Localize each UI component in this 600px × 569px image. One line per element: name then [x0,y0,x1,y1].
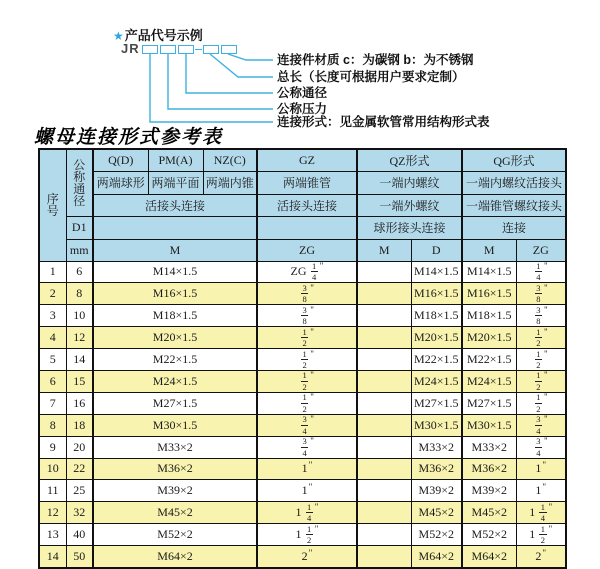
qg-zg-cell: 1 $\frac{1}{4}$ " [516,502,566,524]
m-thread-cell: M30×1.5 [93,414,257,436]
seq-cell: 12 [39,502,66,524]
header-code-pm: PM(A) [148,149,203,171]
qz-d-cell: M33×2 [411,436,462,458]
qg-m-cell: M36×2 [462,458,516,480]
fraction: $\frac{3}{4}$ [536,436,541,458]
table-row [39,392,566,414]
qg-zg-cell [516,414,566,436]
seq-cell: 5 [39,349,66,371]
inch-mark: " [308,482,313,493]
inch-mark: " [310,370,314,381]
inch-mark: " [314,501,319,512]
m-thread-cell: M22×1.5 [93,349,257,371]
qg-m-cell: M14×1.5 [462,261,516,283]
seq-cell: 14 [39,546,66,568]
table-row [39,414,566,436]
qz-d-cell: M18×1.5 [411,305,462,327]
seq-cell: 4 [39,327,66,349]
inch-mark: " [310,414,314,425]
gz-zg-cell: ZG $\frac{1}{4}$ " [257,261,357,283]
header-code-gz: GZ [257,149,357,171]
qg-zg-cell [516,349,566,371]
dn-cell: 50 [66,546,93,568]
qg-m-cell: M16×1.5 [462,283,516,305]
header-code-qz: QZ形式 [357,149,462,171]
table-row [39,327,566,349]
m-thread-cell: M52×2 [93,524,257,546]
gz-zg-cell [257,414,357,436]
inch-mark: " [544,370,548,381]
fraction: $\frac{3}{4}$ [302,414,307,436]
fraction: $\frac{1}{4}$ [536,261,541,283]
qg-m-cell: M33×2 [462,436,516,458]
header-desc-qg3: 连接 [462,216,566,239]
m-thread-cell: M24×1.5 [93,370,257,392]
inch-mark: " [542,460,547,471]
qg-zg-cell [516,305,566,327]
inch-mark: " [548,501,553,512]
qg-zg-cell [516,392,566,414]
fraction: $\frac{1}{2}$ [536,392,541,414]
header-desc-q: 两端球形 [93,171,148,194]
inch-mark: " [544,261,548,271]
header-union-conn: 活接头连接 [93,194,257,216]
header-code-nz: NZ(C) [203,149,257,171]
seq-cell: 7 [39,392,66,414]
header-d1: D1 [66,216,93,239]
dn-cell: 15 [66,370,93,392]
qg-m-cell: M27×1.5 [462,392,516,414]
m-thread-cell: M39×2 [93,480,257,502]
dn-cell: 12 [66,327,93,349]
fraction: $\frac{3}{8}$ [302,304,307,327]
qz-m-cell [357,480,411,502]
qz-d-cell: M24×1.5 [411,370,462,392]
inch-mark: " [319,261,324,271]
qg-m-cell: M30×1.5 [462,414,516,436]
header-desc-qg2: 一端锥管螺纹接头 [462,194,566,216]
diagram-label-pressure: 公称压力 [277,102,328,116]
fraction: $\frac{1}{2}$ [302,326,307,349]
m-thread-cell: M18×1.5 [93,305,257,327]
table-row [39,502,566,524]
qz-m-cell [357,261,411,283]
gz-zg-cell: 2" [257,546,357,568]
dn-cell: 20 [66,436,93,458]
header-desc-gz: 两端锥管 [257,171,357,194]
header-unit-m2: M [357,239,411,261]
inch-mark: " [544,282,548,293]
fraction: $\frac{1}{4}$ [307,501,312,524]
qz-d-cell: M36×2 [411,458,462,480]
header-desc-pm: 两端平面 [148,171,203,194]
gz-zg-cell [257,370,357,392]
seq-cell: 6 [39,370,66,392]
gz-zg-cell [257,392,357,414]
inch-mark: " [544,392,548,403]
gz-zg-cell: 1 $\frac{1}{4}$ " [257,502,357,524]
qg-m-cell: M22×1.5 [462,349,516,371]
qz-d-cell: M39×2 [411,480,462,502]
table-row [39,436,566,458]
qz-d-cell: M16×1.5 [411,283,462,305]
dn-cell: 40 [66,524,93,546]
reference-table-wrap [38,148,567,569]
fraction: $\frac{1}{4}$ [312,261,317,283]
dn-cell: 25 [66,480,93,502]
fraction: $\frac{3}{8}$ [536,304,541,327]
header-unit-zg1: ZG [257,239,357,261]
qg-zg-cell [516,283,566,305]
gz-zg-cell [257,349,357,371]
qg-zg-cell: 1 $\frac{1}{2}$ " [516,524,566,546]
seq-cell: 8 [39,414,66,436]
header-unit-d: D [411,239,462,261]
seq-cell: 13 [39,524,66,546]
m-thread-cell: M20×1.5 [93,327,257,349]
dn-cell: 32 [66,502,93,524]
m-thread-cell: M33×2 [93,436,257,458]
qg-zg-cell: 1" [516,458,566,480]
diagram-label-diameter: 公称通径 [277,86,328,100]
qz-d-cell: M45×2 [411,502,462,524]
qg-zg-cell [516,327,566,349]
fraction: $\frac{1}{2}$ [536,326,541,349]
table-title: 螺母连接形式参考表 [34,127,224,148]
header-desc-qg1: 一端内螺纹活接头 [462,171,566,194]
fraction: $\frac{1}{2}$ [536,370,541,392]
table-body [39,261,566,568]
table-head [39,149,566,261]
diagram-heading-text: 产品代号示例 [124,28,203,43]
header-unit-zg3: ZG [516,239,566,261]
table-row [39,261,566,283]
product-code-prefix: JR [121,41,140,56]
m-thread-cell: M14×1.5 [93,261,257,283]
gz-zg-cell [257,283,357,305]
header-unit-m1: M [93,239,257,261]
qg-m-cell: M20×1.5 [462,327,516,349]
fraction: $\frac{1}{2}$ [302,392,307,414]
header-mm: mm [66,239,93,261]
qg-m-cell: M18×1.5 [462,305,516,327]
inch-mark: " [544,414,548,425]
header-gz-conn: 活接头连接 [257,194,357,216]
m-thread-cell: M36×2 [93,458,257,480]
qz-m-cell [357,414,411,436]
inch-mark: " [542,482,547,493]
qz-m-cell [357,283,411,305]
inch-mark: " [314,523,319,534]
qz-m-cell [357,349,411,371]
fraction: $\frac{3}{8}$ [302,282,307,305]
inch-mark: " [310,348,314,359]
qg-m-cell: M45×2 [462,502,516,524]
table-row [39,480,566,502]
inch-mark: " [310,304,314,315]
table-row [39,283,566,305]
seq-cell: 11 [39,480,66,502]
inch-mark: " [542,548,547,559]
dn-cell: 16 [66,392,93,414]
seq-cell: 1 [39,261,66,283]
qz-d-cell: M20×1.5 [411,327,462,349]
qg-zg-cell [516,370,566,392]
qz-m-cell [357,305,411,327]
qg-m-cell: M52×2 [462,524,516,546]
dn-cell: 22 [66,458,93,480]
diagram-label-material: 连接件材质 c：为碳钢 b：为不锈钢 [277,53,474,67]
qz-d-cell: M27×1.5 [411,392,462,414]
header-desc-qz1: 一端内螺纹 [357,171,462,194]
header-code-q: Q(D) [93,149,148,171]
table-row [39,546,566,568]
gz-zg-cell [257,327,357,349]
qg-zg-cell [516,436,566,458]
fraction: $\frac{1}{2}$ [540,523,546,546]
inch-mark: " [310,282,314,293]
m-thread-cell: M45×2 [93,502,257,524]
fraction: $\frac{1}{2}$ [302,370,307,392]
header-code-qg: QG形式 [462,149,566,171]
table-row [39,349,566,371]
dn-cell: 8 [66,283,93,305]
dn-cell: 18 [66,414,93,436]
table-row [39,458,566,480]
fraction: $\frac{1}{2}$ [307,523,312,546]
fraction: $\frac{3}{8}$ [536,282,541,305]
qz-m-cell [357,370,411,392]
qz-m-cell [357,327,411,349]
inch-mark: " [310,392,314,403]
m-thread-cell: M64×2 [93,546,257,568]
m-thread-cell: M16×1.5 [93,283,257,305]
header-seq: 序 号 [39,149,66,261]
dn-cell: 10 [66,305,93,327]
seq-cell: 2 [39,283,66,305]
inch-mark: " [308,548,313,559]
gz-zg-cell: 1 $\frac{1}{2}$ " [257,524,357,546]
inch-mark: " [548,523,553,534]
qz-m-cell [357,436,411,458]
header-desc-qz2: 一端外螺纹 [357,194,462,216]
gz-zg-cell [257,436,357,458]
inch-mark: " [310,436,314,447]
qz-d-cell: M52×2 [411,524,462,546]
qg-m-cell: M64×2 [462,546,516,568]
qg-zg-cell: 2" [516,546,566,568]
m-thread-cell: M27×1.5 [93,392,257,414]
gz-zg-cell [257,305,357,327]
table-row [39,305,566,327]
fraction: $\frac{1}{2}$ [536,348,541,370]
inch-mark: " [308,460,313,471]
table-row [39,370,566,392]
fraction: $\frac{1}{4}$ [540,501,546,524]
qg-zg-cell: 1" [516,480,566,502]
inch-mark: " [544,304,548,315]
qz-m-cell [357,524,411,546]
seq-cell: 10 [39,458,66,480]
qz-m-cell [357,392,411,414]
dn-cell: 14 [66,349,93,371]
header-desc-qz3: 球形接头连接 [357,216,462,239]
inch-mark: " [310,326,314,337]
qz-m-cell [357,458,411,480]
seq-cell: 9 [39,436,66,458]
inch-mark: " [544,348,548,359]
seq-cell: 3 [39,305,66,327]
qg-m-cell: M39×2 [462,480,516,502]
diagram-label-conn-form: 连接形式：见金属软管常用结构形式表 [277,115,490,129]
qz-d-cell: M22×1.5 [411,349,462,371]
fraction: $\frac{3}{4}$ [536,414,541,436]
header-unit-m3: M [462,239,516,261]
fraction: $\frac{1}{2}$ [302,348,307,370]
qz-d-cell: M14×1.5 [411,261,462,283]
gz-zg-cell: 1" [257,480,357,502]
qz-d-cell: M30×1.5 [411,414,462,436]
qg-zg-cell [516,261,566,283]
diagram-label-length: 总长（长度可根据用户要求定制） [277,70,465,84]
table-row [39,524,566,546]
qz-m-cell [357,546,411,568]
reference-table [38,148,567,569]
header-empty-gz [257,216,357,239]
header-empty-m [93,216,257,239]
header-dn: 公 称 通 径 [66,149,93,216]
qz-m-cell [357,502,411,524]
star-icon: ★ [113,29,124,43]
gz-zg-cell: 1" [257,458,357,480]
header-desc-nz: 两端内锥 [203,171,257,194]
inch-mark: " [544,436,548,447]
qg-m-cell: M24×1.5 [462,370,516,392]
inch-mark: " [544,326,548,337]
fraction: $\frac{3}{4}$ [302,436,307,458]
qz-d-cell: M64×2 [411,546,462,568]
dn-cell: 6 [66,261,93,283]
